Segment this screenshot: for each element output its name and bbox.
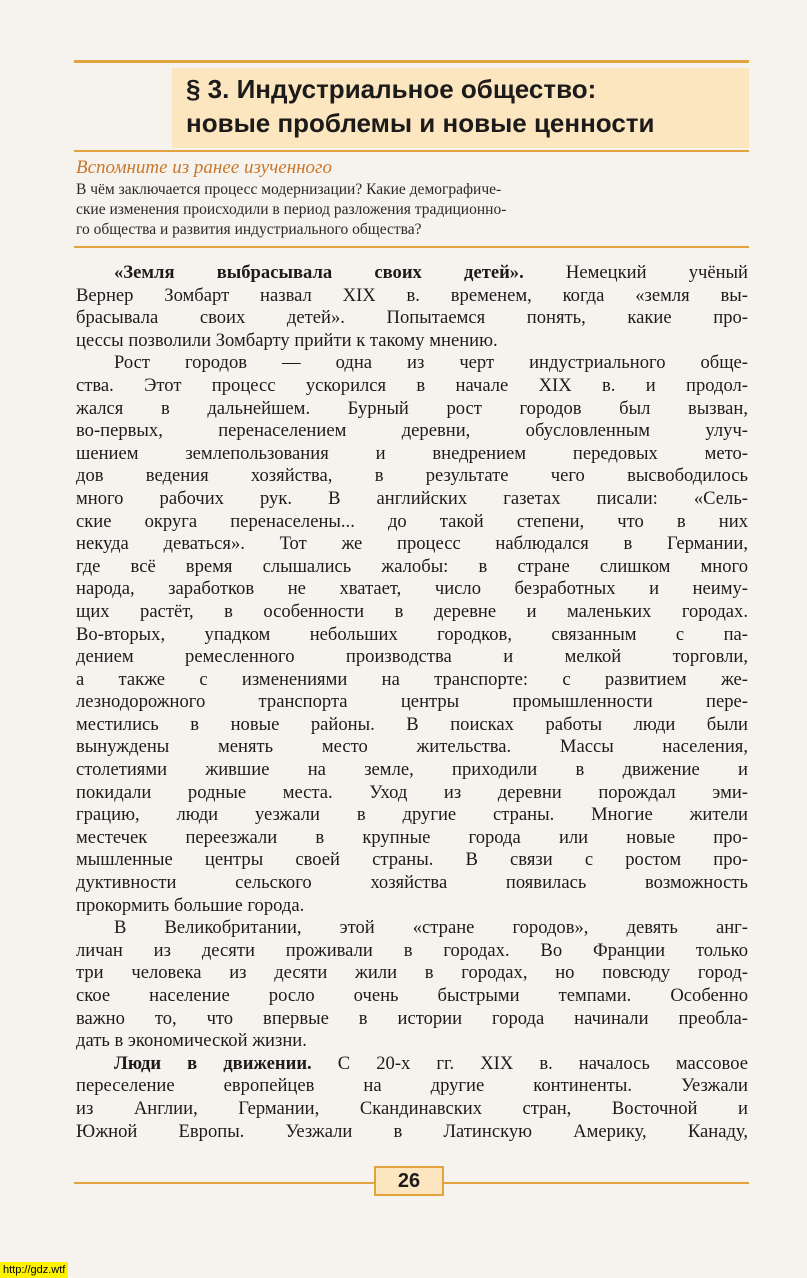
recall-line: ские изменения происходили в период разложения традиционно- — [76, 201, 507, 218]
text-line: Южной Европы. Уезжали в Латинскую Америку, Канаду, — [76, 1120, 748, 1142]
recall-heading: Вспомните из ранее изученного — [76, 157, 332, 178]
text-line: жался в дальнейшем. Бурный рост городов был вызван, — [76, 397, 748, 419]
text-line: В Великобритании, этой «стране городов», девять анг- — [114, 917, 748, 939]
text-line: Вернер Зомбарт назвал XIX в. временем, когда «земля вы- — [76, 284, 748, 306]
paragraph-4-subheading: Люди в движении. — [114, 1052, 312, 1074]
text-line: Рост городов — одна из черт индустриального обще- — [114, 352, 748, 374]
header-top-rule — [74, 60, 749, 63]
paragraph-1-first-line-text: Немецкий учёный — [523, 262, 748, 283]
text-line: вынуждены менять место жительства. Массы населения, — [76, 736, 748, 758]
text-line: ское население росло очень быстрыми темпами. Особенно — [76, 985, 748, 1006]
text-line: брасывала своих детей». Попытаемся понять, какие про- — [76, 307, 748, 329]
paragraph-1-subheading: «Земля выбрасывала своих детей». — [114, 262, 524, 283]
section-title-line-1: § 3. Индустриальное общество: — [186, 74, 597, 104]
text-line: народа, заработков не хватает, число безработных и неиму- — [76, 578, 748, 600]
text-line: прокормить большие города. — [76, 894, 305, 916]
text-line: дуктивности сельского хозяйства появилась возможность — [76, 872, 748, 894]
body-text — [76, 262, 748, 1143]
recall-line: В чём заключается процесс модернизации? Какие демографиче- — [76, 181, 502, 198]
section-title-line-2: новые проблемы и новые ценности — [186, 108, 655, 138]
text-line: три человека из десяти жили в городах, но повсюду город- — [76, 962, 748, 984]
text-line: ские округа перенаселены... до такой степени, что в них — [76, 510, 748, 532]
text-line: мышленные центры своей страны. В связи с ростом про- — [76, 849, 748, 871]
text-line: цессы позволили Зомбарту прийти к такому мнению. — [76, 329, 498, 351]
text-line: во-первых, перенаселением деревни, обусловленным улуч- — [76, 420, 748, 442]
watermark-link[interactable]: http://gdz.wtf — [0, 1262, 68, 1278]
text-line: ства. Этот процесс ускорился в начале XIX в. и продол- — [76, 374, 748, 396]
text-line: грацию, люди уезжали в другие страны. Многие жители — [76, 804, 748, 826]
text-line: где всё время слышались жалобы: в стране слишком много — [76, 555, 748, 577]
text-line: Во-вторых, упадком небольших городков, связанным с па- — [76, 623, 748, 645]
recall-line: го общества и развития индустриального общества? — [76, 221, 422, 238]
text-line: покидали родные места. Уход из деревни порождал эми- — [76, 781, 748, 803]
text-line: дать в экономической жизни. — [76, 1030, 307, 1052]
text-line: важно то, что впервые в истории города начинали преобла- — [76, 1007, 748, 1029]
text-line: некуда деваться». Тот же процесс наблюдался в Германии, — [76, 533, 748, 555]
text-line: шением землепользования и внедрением передовых мето- — [76, 442, 748, 464]
paragraph-4-first-line-text: С 20-х гг. XIX в. началось массовое — [311, 1052, 748, 1074]
text-line: переселение европейцев на другие континенты. Уезжали — [76, 1075, 748, 1097]
text-line: щих растёт, в особенности в деревне и маленьких городах. — [76, 600, 748, 622]
recall-text — [76, 180, 750, 240]
page-number: 26 — [374, 1166, 444, 1196]
paragraph-4-first-line — [76, 1053, 748, 1076]
text-line: личан из десяти проживали в городах. Во Франции только — [76, 939, 748, 961]
text-line: столетиями жившие на земле, приходили в движение и — [76, 759, 748, 781]
text-line: дением ремесленного производства и мелкой торговли, — [76, 646, 748, 668]
text-line: местечек переезжали в крупные города или новые про- — [76, 826, 748, 848]
text-line: местились в новые районы. В поисках работы люди были — [76, 713, 748, 735]
header-bottom-rule — [74, 150, 749, 152]
recall-bottom-rule — [74, 246, 749, 248]
text-line: из Англии, Германии, Скандинавских стран, Восточной и — [76, 1097, 748, 1119]
footer-rule-right — [444, 1182, 749, 1184]
text-line: а также с изменениями на транспорте: с развитием же- — [76, 668, 748, 690]
footer-rule-left — [74, 1182, 374, 1184]
text-line: дов ведения хозяйства, в результате чего высвободилось — [76, 465, 748, 487]
paragraph-1-first-line — [76, 262, 748, 285]
section-title — [186, 72, 746, 140]
text-line: лезнодорожного транспорта центры промышленности пере- — [76, 691, 748, 713]
text-line: много рабочих рук. В английских газетах писали: «Сель- — [76, 487, 748, 509]
